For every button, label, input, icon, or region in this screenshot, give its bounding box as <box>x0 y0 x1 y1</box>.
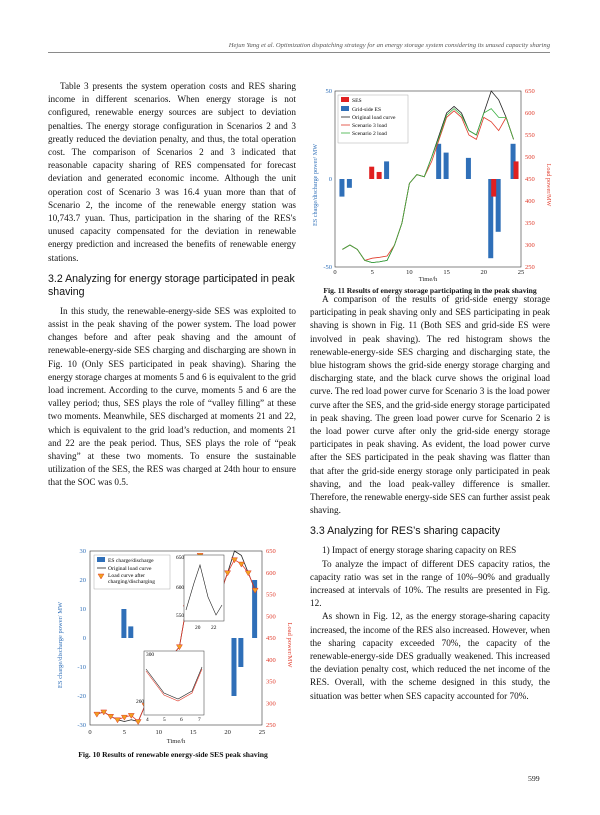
fig10-ylabel-right: Load power/MW <box>286 622 293 668</box>
fig11-x-tick: 25 <box>517 269 525 276</box>
fig11-bar <box>496 179 501 232</box>
page-number: 599 <box>528 774 540 783</box>
fig10-xlabel: Time/h <box>166 738 186 745</box>
fig11-legend-grid: Grid-side ES <box>352 107 382 113</box>
fig11-right-tick: 450 <box>525 176 535 183</box>
fig10-marker <box>108 714 114 719</box>
fig11-legend-original: Original load curve <box>352 115 396 121</box>
fig11-ylabel-left: ES charge/discharge power/ MW <box>312 143 319 227</box>
svg-text:5: 5 <box>163 717 166 723</box>
fig11-bar <box>444 153 449 179</box>
fig10-bar <box>231 638 236 696</box>
fig11-right-tick: 500 <box>525 154 535 161</box>
fig11-right-tick: 250 <box>525 264 535 271</box>
running-header: Hejun Yang et al. Optimization dispatching strategy for an energy storage system considering its unused capacity sharing <box>228 42 550 49</box>
fig11-bar <box>347 179 352 188</box>
fig10-left-tick: -10 <box>77 664 86 671</box>
figure-11-chart <box>305 85 555 283</box>
fig11-ylabel-right: Load power/MW <box>545 163 552 207</box>
fig10-right-tick: 400 <box>266 656 276 664</box>
fig10-bar <box>121 609 126 638</box>
subheading-impact: 1) Impact of energy storage sharing capacity on RES <box>322 545 517 556</box>
fig11-bar <box>436 144 441 179</box>
paragraph-capacity-ratio: To analyze the impact of different DES capacity ratios, the capacity ratio was set in the range of 10%–90% and gradually increased at intervals of 10%. The results are presented in Fig. 12. <box>310 558 550 609</box>
fig11-bar <box>384 161 389 179</box>
fig11-left-tick: 0 <box>328 176 332 183</box>
fig10-right-tick: 450 <box>266 635 276 642</box>
fig10-legend-es: ES charge/discharge <box>108 558 154 564</box>
fig10-marker <box>231 558 237 563</box>
fig10-marker <box>94 712 100 717</box>
fig10-x-tick: 15 <box>189 729 197 736</box>
fig10-legend-after: Load curve after charging/discharging <box>108 573 156 585</box>
fig10-left-tick: -20 <box>77 693 86 700</box>
header-rule <box>48 52 550 53</box>
fig10-bar <box>238 638 243 667</box>
figure-10-caption: Fig. 10 Results of renewable energy-side SES peak shaving <box>78 750 268 759</box>
fig11-right-tick: 300 <box>525 242 535 249</box>
fig11-right-tick: 650 <box>525 88 535 95</box>
svg-text:600: 600 <box>176 585 185 591</box>
svg-text:6: 6 <box>180 717 183 723</box>
fig11-xlabel: Time/h <box>418 276 438 283</box>
section-heading-3-3: 3.3 Analyzing for RES’s sharing capacity <box>310 525 501 538</box>
paragraph-fig11-comparison: A comparison of the results of grid-side energy storage participating in peak shaving only and SES participating in peak shaving is shown in Fig. 11 (Both SES and grid-side ES were involved in peak shaving). The red histogram shows the renewable-energy-side SES charging and discharging state, the blue histogram shows the grid-side energy storage charging and discharging state, and the black curve shows the original load curve. The red load power curve for Scenario 3 is the load power curve after the SES, and the grid-side energy storage participated in peak shaving. The green load power curve for Scenario 2 is the load power curve after only the grid-side energy storage participates in peak shaving. As evident, the load power curve after the SES participated in the peak shaving was flatter than that after the grid-side energy storage only participated in peak shaving, and the load peak-valley difference is smaller. Therefore, the renewable energy-side SES can further assist peak shaving. <box>310 294 550 516</box>
fig10-inset-top <box>176 555 224 631</box>
figure-11-caption: Fig. 11 Results of energy storage participating in the peak shaving <box>323 286 537 295</box>
fig10-x-tick: 25 <box>258 729 266 736</box>
svg-text:300: 300 <box>146 652 155 658</box>
fig10-bar <box>128 626 133 638</box>
fig10-marker <box>135 720 141 725</box>
fig11-legend-s2: Scenario 2 load <box>352 131 387 137</box>
figure-10-chart <box>48 545 298 745</box>
fig11-x-tick: 15 <box>443 269 450 276</box>
fig10-right-tick: 550 <box>266 591 276 599</box>
fig10-left-tick: 30 <box>79 548 86 555</box>
fig11-x-tick: 10 <box>406 269 413 276</box>
fig11-left-tick: 50 <box>325 88 332 95</box>
fig10-left-tick: -30 <box>77 722 86 729</box>
fig10-right-tick: 600 <box>266 569 276 577</box>
fig11-bar <box>491 179 496 197</box>
fig10-ylabel-left: ES charge/discharge power/ MW <box>57 601 64 689</box>
fig10-left-tick: 20 <box>79 577 86 584</box>
fig11-right-tick: 550 <box>525 132 535 139</box>
fig10-x-tick: 10 <box>155 729 163 736</box>
fig11-x-tick: 20 <box>480 269 488 276</box>
svg-text:4: 4 <box>146 717 149 723</box>
fig11-x-tick: 0 <box>333 269 337 276</box>
fig11-bar <box>514 161 519 179</box>
fig11-bar <box>377 172 382 179</box>
paragraph-fig12-results: As shown in Fig. 12, as the energy storage-sharing capacity increased, the income of the RES also increased. However, when the sharing capacity exceeded 70%, the capacity of the renewable-energy-side DES gradually weakened. This increased the deviation penalty cost, which reduced the net income of the RES. Overall, with the scheme designed in this study, the situation was better when SES capacity accounted for 70%. <box>310 611 550 701</box>
fig10-marker <box>225 571 231 576</box>
left-column <box>48 80 296 490</box>
right-column <box>310 293 550 703</box>
fig11-right-tick: 350 <box>525 220 535 227</box>
svg-text:20: 20 <box>195 625 201 631</box>
fig10-right-tick: 500 <box>266 613 276 621</box>
fig11-legend-s3: Scenario 3 load <box>352 123 387 129</box>
fig11-right-tick: 400 <box>525 198 535 205</box>
paragraph-peak-shaving: In this study, the renewable-energy-side SES was exploited to assist in the peak shaving of the power system. The load power changes before and after peak shaving and the amount of renewable-energy-side SES charging and discharging are shown in Fig. 10 (Only SES participated in peak shaving). Sharing the energy storage charges at moments 5 and 6 is equivalent to the grid load increment. According to the curve, moments 5 and 6 are the valley period; thus, SES plays the role of “valley filling” at these two moments. Meanwhile, SES discharged at moments 21 and 22, which is equivalent to the grid load’s reduction, and moments 21 and 22 are the peak period. Thus, SES plays the role of “peak shaving” at these two moments. To ensure the sustainable utilization of the SES, the RES was charged at 24th hour to ensure that the SOC was 0.5. <box>48 305 296 488</box>
svg-text:650: 650 <box>176 555 185 561</box>
fig10-legend <box>94 555 170 589</box>
svg-text:260: 260 <box>136 699 145 705</box>
fig10-right-tick: 650 <box>266 548 276 555</box>
fig11-right-tick: 600 <box>525 110 535 117</box>
fig10-right-tick: 250 <box>266 722 276 729</box>
fig10-left-tick: 0 <box>82 635 86 642</box>
fig11-left-tick: -50 <box>323 264 332 271</box>
svg-text:22: 22 <box>211 625 217 631</box>
fig11-x-tick: 5 <box>370 269 374 276</box>
fig10-right-tick: 350 <box>266 678 276 686</box>
fig11-bar <box>466 158 471 179</box>
fig10-x-tick: 0 <box>88 729 92 736</box>
fig10-marker <box>245 571 251 576</box>
section-heading-3-2: 3.2 Analyzing for energy storage participated in peak shaving <box>48 272 295 298</box>
fig11-legend <box>338 95 408 143</box>
svg-text:550: 550 <box>176 613 185 619</box>
fig10-legend-original: Original load curve <box>108 566 152 572</box>
paragraph-table3: Table 3 presents the system operation costs and RES sharing income in different scenarios. When energy storage is not configured, renewable energy sources are subject to deviation penalties. The energy storage configuration in Scenarios 2 and 3 greatly reduced the deviation penalty, and thus, the total operation cost. The comparison of Scenarios 2 and 3 indicated that reasonable capacity sharing of RES compensated for forecast deviation and generated economic income. Although the unit operation cost of Scenario 3 was 16.4 yuan more than that of Scenario 2, the income of the renewable energy station was 10,743.7 yuan. Thus, participation in the sharing of the RES's unused capacity compensated for the deviation in renewable energy prediction and increased the benefits of renewable energy stations. <box>48 81 296 263</box>
fig11-legend-ses: SES <box>352 98 362 104</box>
svg-text:7: 7 <box>198 717 201 723</box>
fig10-right-tick: 300 <box>266 700 276 708</box>
fig10-left-tick: 10 <box>79 606 86 613</box>
fig10-inset-bottom <box>136 651 204 723</box>
fig11-bar <box>339 179 344 197</box>
fig11-bar <box>369 167 374 179</box>
fig10-x-tick: 5 <box>122 729 127 736</box>
fig10-x-tick: 20 <box>224 729 231 736</box>
